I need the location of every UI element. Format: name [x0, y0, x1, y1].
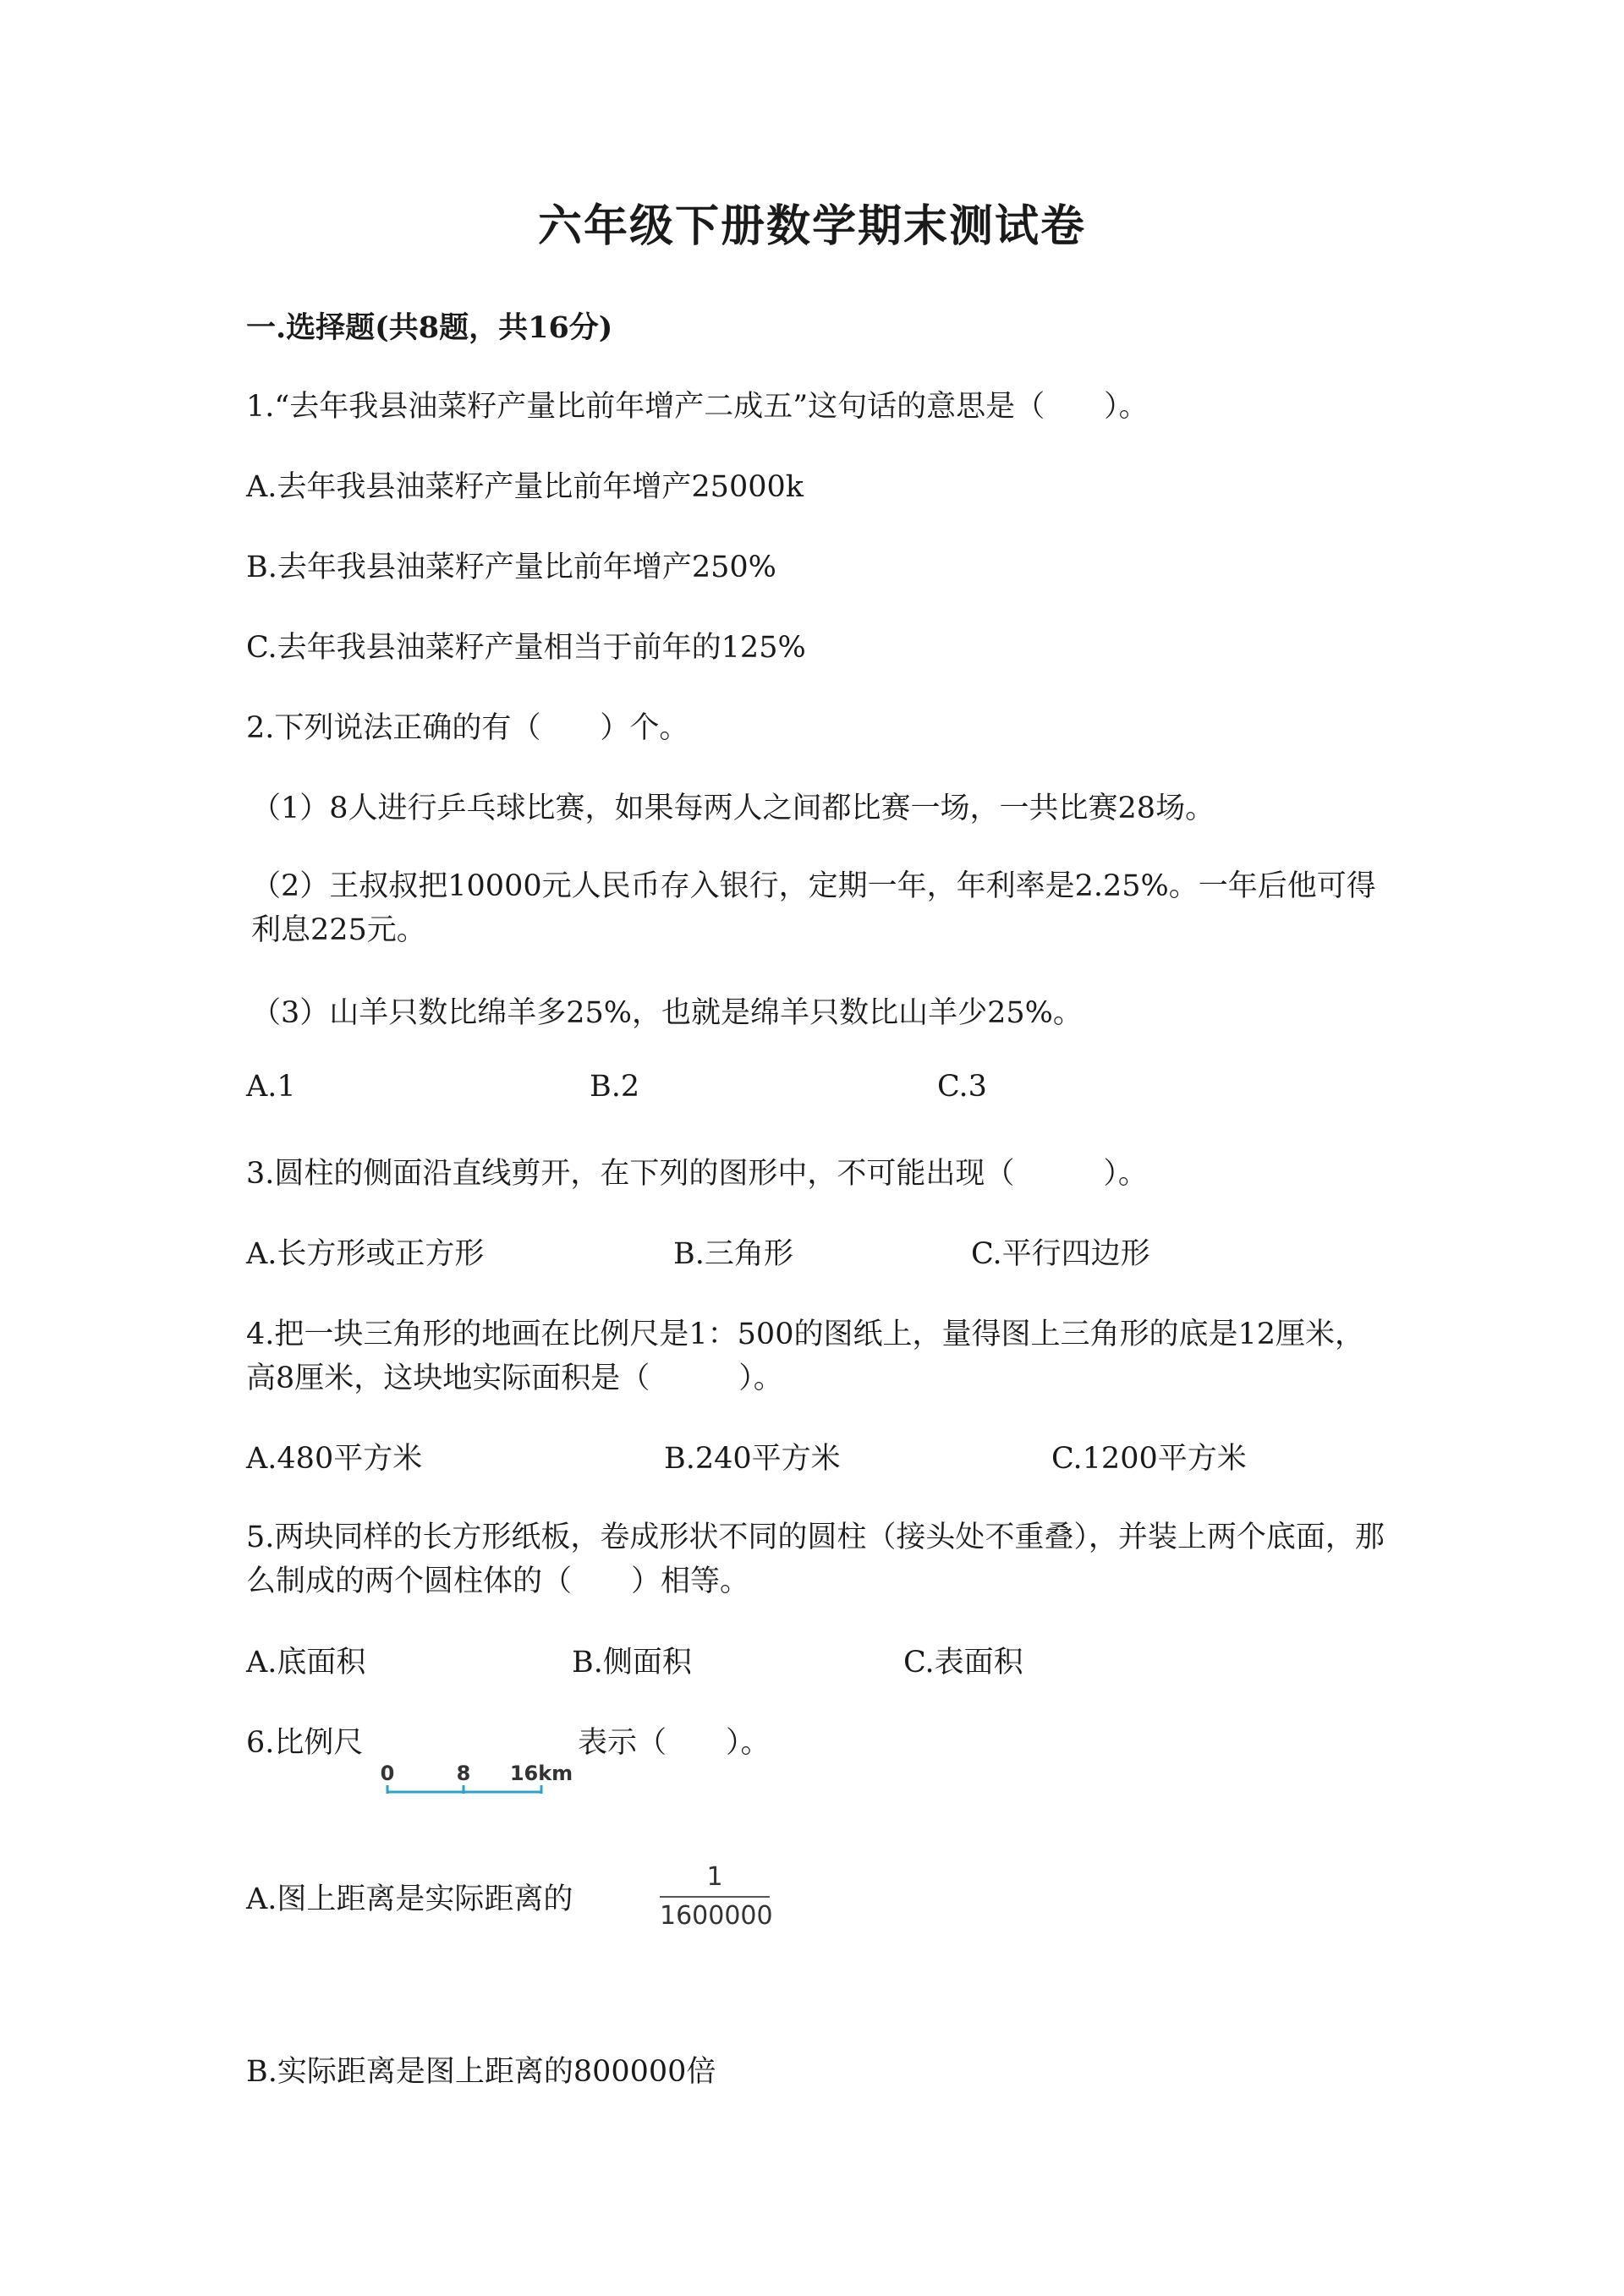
question-3-stem: 3.圆柱的侧面沿直线剪开，在下列的图形中，不可能出现（ ）。: [246, 1157, 1148, 1191]
question-6-option-a: A.图上距离是实际距离的: [246, 1882, 573, 1916]
question-2-statement-3: （3）山羊只数比绵羊多25%，也就是绵羊只数比山羊少25%。: [251, 996, 1083, 1030]
scale-bar: [376, 1755, 579, 1817]
question-4-option-b: B.240平方米: [664, 1442, 841, 1476]
question-6-option-b: B.实际距离是图上距离的800000倍: [246, 2055, 716, 2089]
question-3-option-c: C.平行四边形: [971, 1237, 1150, 1271]
scale-label-16km: 16km: [509, 1762, 573, 1785]
question-2-option-b: B.2: [590, 1070, 640, 1104]
scale-label-8: 8: [456, 1762, 471, 1785]
fraction: [660, 1860, 773, 1933]
question-3-option-b: B.三角形: [673, 1237, 793, 1271]
question-5-option-c: C.表面积: [903, 1646, 1023, 1680]
question-4-stem: 4.把一块三角形的地画在比例尺是1：500的图纸上，量得图上三角形的底是12厘米，高8厘米，这块地实际面积是（ ）。: [246, 1318, 1365, 1395]
question-3-option-a: A.长方形或正方形: [246, 1237, 485, 1271]
question-5-option-b: B.侧面积: [572, 1646, 692, 1680]
fraction-numerator: 1: [706, 1862, 723, 1892]
question-1-option-b: B.去年我县油菜籽产量比前年增产250%: [246, 551, 776, 584]
question-1-option-c: C.去年我县油菜籽产量相当于前年的125%: [246, 631, 806, 665]
question-4-option-c: C.1200平方米: [1051, 1442, 1247, 1476]
section-heading: 一.选择题(共8题，共16分): [246, 310, 613, 345]
question-6-stem-suffix: 表示（ ）。: [578, 1726, 771, 1760]
question-6-stem-prefix: 6.比例尺: [246, 1726, 364, 1760]
question-2-statement-2: （2）王叔叔把10000元人民币存入银行，定期一年，年利率是2.25%。一年后他可得利息225元。: [251, 869, 1376, 947]
fraction-bar: [660, 1896, 770, 1898]
question-2-stem: 2.下列说法正确的有（ ）个。: [246, 711, 689, 745]
fraction-denominator: 1600000: [660, 1901, 773, 1931]
question-5-stem: 5.两块同样的长方形纸板，卷成形状不同的圆柱（接头处不重叠），并装上两个底面，那么制成的两个圆柱体的（ ）相等。: [246, 1521, 1385, 1598]
question-2-option-c: C.3: [937, 1070, 987, 1104]
question-4-option-a: A.480平方米: [246, 1442, 423, 1476]
question-2-statement-1: （1）8人进行乒乓球比赛，如果每两人之间都比赛一场，一共比赛28场。: [251, 792, 1215, 825]
page-title: 六年级下册数学期末测试卷: [537, 200, 1086, 252]
question-1-option-a: A.去年我县油菜籽产量比前年增产25000k: [246, 470, 804, 504]
scale-label-0: 0: [380, 1762, 395, 1785]
question-1-stem: 1.“去年我县油菜籽产量比前年增产二成五”这句话的意思是（ ）。: [246, 390, 1149, 424]
question-2-option-a: A.1: [246, 1070, 296, 1104]
question-5-option-a: A.底面积: [246, 1646, 366, 1680]
